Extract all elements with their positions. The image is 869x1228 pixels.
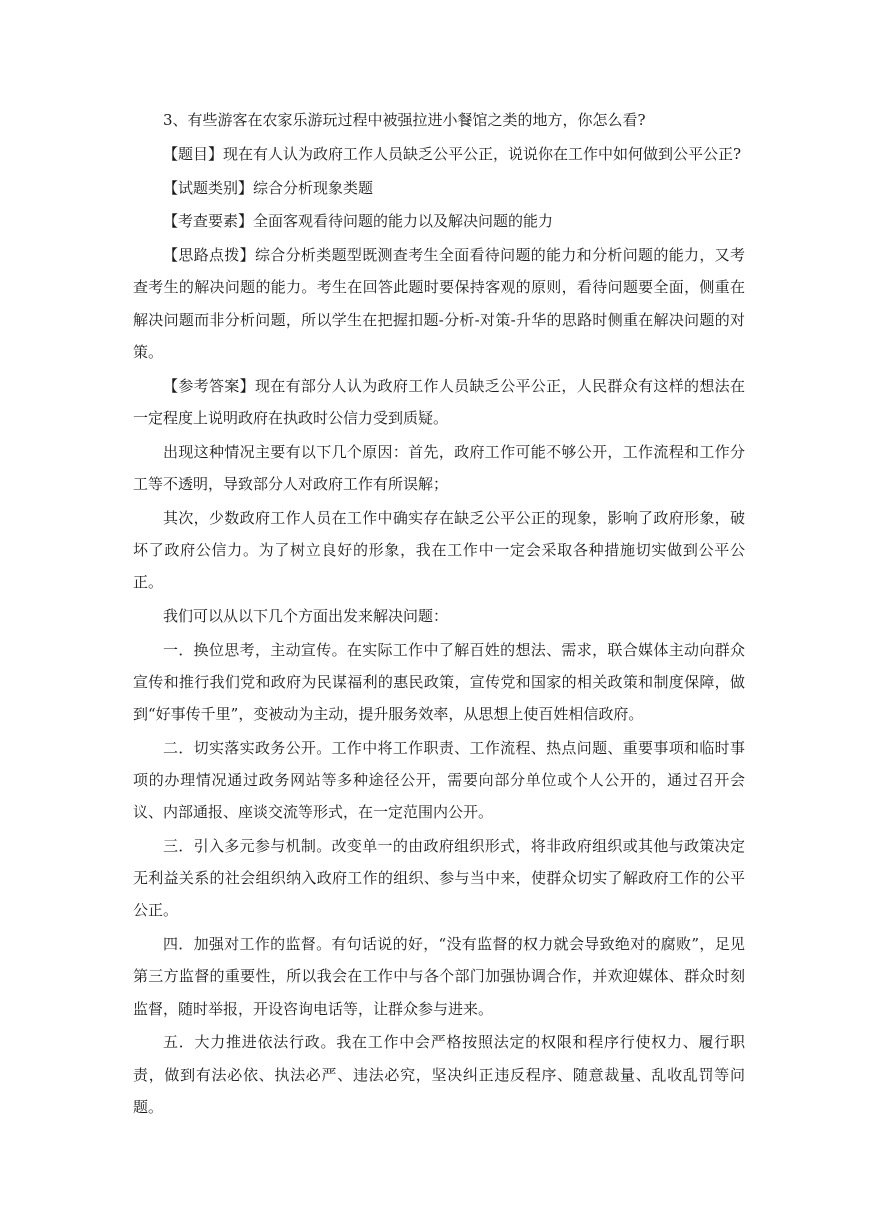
paragraph-label: 【试题类别】 <box>163 178 254 197</box>
question-3-paragraph <box>133 104 745 136</box>
body-paragraph <box>133 502 745 599</box>
paragraph-text: 三．引入多元参与机制。改变单一的由政府组织形式，将非政府组织或其他与政策决定无利益关系的社会组织纳入政府工作的组织、参与当中来，使群众切实了解政府工作的公平公正。 <box>133 837 745 920</box>
measure-paragraph <box>133 830 745 927</box>
question-title-paragraph <box>133 138 745 170</box>
paragraph-text: 我们可以从以下几个方面出发来解决问题： <box>163 606 449 625</box>
paragraph-text: 综合分析类题型既测查考生全面看待问题的能力和分析问题的能力，又考查考生的解决问题的能力。考生在回答此题时要保持客观的原则，看待问题要全面，侧重在解决问题而非分析问题，所以学生在把握扣题-分析-对策-升华的思路时侧重在解决问题的对策。 <box>133 246 745 361</box>
paragraph-text: 其次，少数政府工作人员在工作中确实存在缺乏公平公正的现象，影响了政府形象，破坏了政府公信力。为了树立良好的形象，我在工作中一定会采取各种措施切实做到公平公正。 <box>133 508 745 591</box>
assessment-elements-paragraph <box>133 205 745 237</box>
paragraph-text: 四．加强对工作的监督。有句话说的好，“没有监督的权力就会导致绝对的腐败”，足见第三方监督的重要性，所以我会在工作中与各个部门加强协调合作，并欢迎媒体、群众时刻监督，随时举报，开设咨询电话等，让群众参与进来。 <box>133 935 745 1018</box>
reference-answer-paragraph <box>133 370 745 434</box>
paragraph-label: 【参考答案】 <box>163 376 255 395</box>
paragraph-text: 综合分析现象类题 <box>253 178 374 197</box>
measure-paragraph <box>133 1026 745 1123</box>
paragraph-text: 现在有部分人认为政府工作人员缺乏公平公正，人民群众有这样的想法在一定程度上说明政府在执政时公信力受到质疑。 <box>133 376 745 427</box>
paragraph-text: 现在有人认为政府工作人员缺乏公平公正，说说你在工作中如何做到公平公正? <box>223 144 742 163</box>
paragraph-label: 【思路点拨】 <box>163 246 255 265</box>
paragraph-text: 一．换位思考，主动宣传。在实际工作中了解百姓的想法、需求，联合媒体主动向群众宣传和推行我们党和政府为民谋福利的惠民政策，宣传党和国家的相关政策和制度保障，做到“好事传千里”，变被动为主动，提升服务效率，从思想上使百姓相信政府。 <box>133 640 745 723</box>
measure-paragraph <box>133 634 745 731</box>
measure-paragraph <box>133 928 745 1025</box>
body-paragraph <box>133 600 745 632</box>
paragraph-text: 3、有些游客在农家乐游玩过程中被强拉进小餐馆之类的地方，你怎么看? <box>163 111 646 129</box>
paragraph-text: 全面客观看待问题的能力以及解决问题的能力 <box>253 212 554 231</box>
question-category-paragraph <box>133 172 745 204</box>
document-page <box>133 104 745 1125</box>
paragraph-label: 【题目】 <box>163 144 224 163</box>
paragraph-text: 二．切实落实政务公开。工作中将工作职责、工作流程、热点问题、重要事项和临时事项的办理情况通过政务网站等多种途径公开，需要向部分单位或个人公开的，通过召开会议、内部通报、座谈交流等形式，在一定范围内公开。 <box>133 738 745 822</box>
paragraph-text: 五．大力推进依法行政。我在工作中会严格按照法定的权限和程序行使权力、履行职责，做到有法必依、执法必严、违法必究，坚决纠正违反程序、随意裁量、乱收乱罚等问题。 <box>133 1033 745 1116</box>
approach-tips-paragraph <box>133 239 745 368</box>
paragraph-label: 【考查要素】 <box>163 212 254 231</box>
body-paragraph <box>133 436 745 500</box>
measure-paragraph <box>133 732 745 829</box>
paragraph-text: 出现这种情况主要有以下几个原因：首先，政府工作可能不够公开，工作流程和工作分工等不透明，导致部分人对政府工作有所误解； <box>133 442 745 493</box>
